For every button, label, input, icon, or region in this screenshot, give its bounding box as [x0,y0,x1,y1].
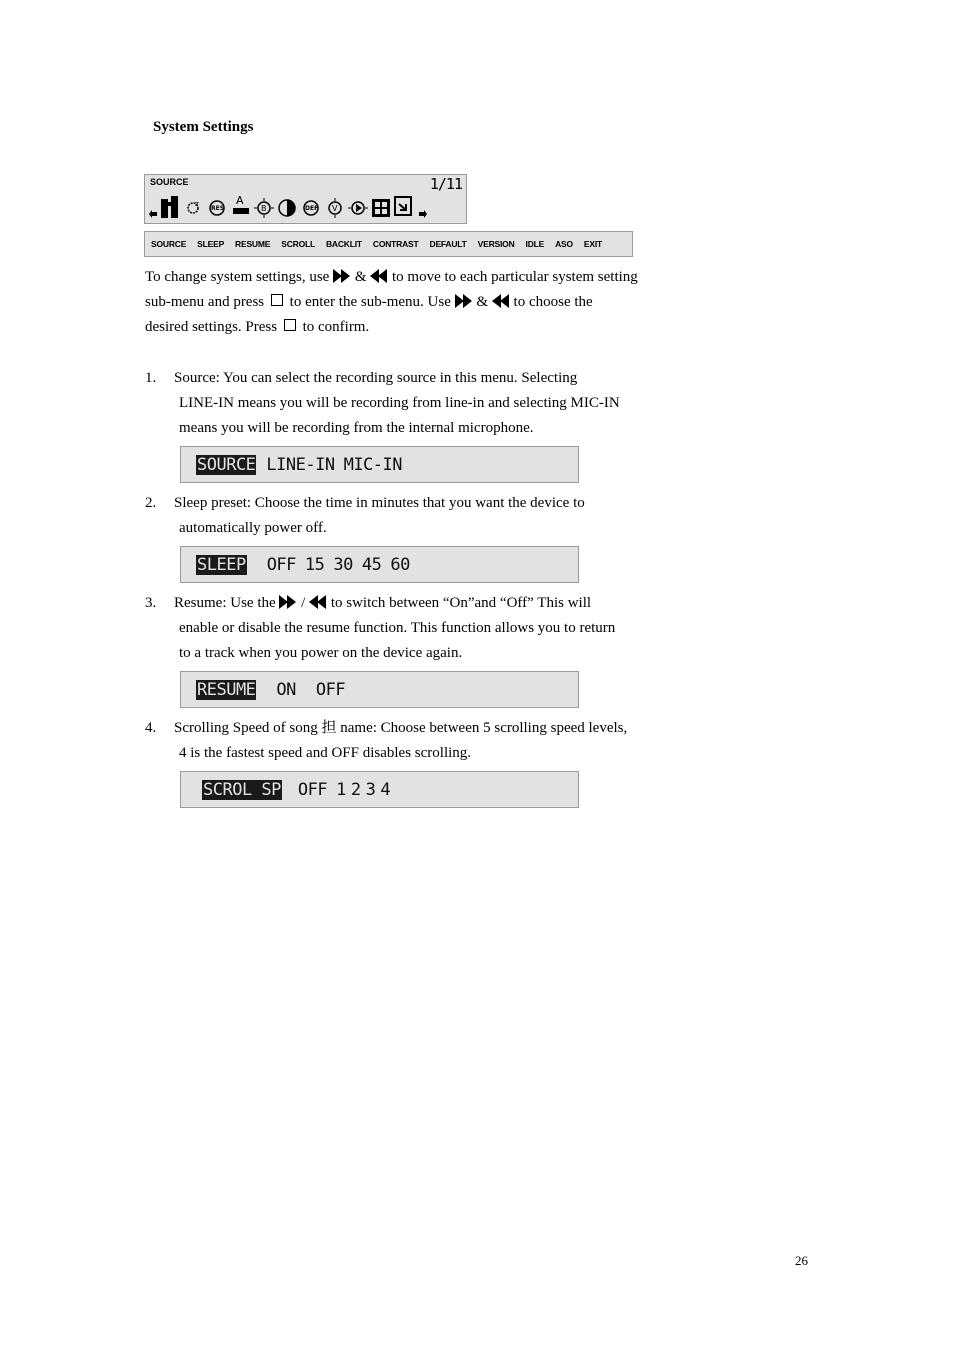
left-arrow-icon [149,210,157,218]
resume-icon [206,198,228,218]
aso-icon [371,198,391,218]
menu-items-strip [144,231,633,257]
square-button-icon [284,319,296,331]
lcd-option: MIC-IN [343,454,402,475]
list-item-sleep: 2. Sleep preset: Choose the time in minutes that you want the device to automatically power off. [145,495,585,536]
menu-item-scroll: SCROLL [281,239,315,249]
menu-item-default: DEFAULT [429,239,467,249]
lcd-option: 3 [365,779,376,800]
backlight-icon [254,198,274,218]
lcd-option: OFF [266,554,296,575]
svg-text:A: A [236,194,244,207]
lcd-sleep [180,546,579,583]
svg-text:DEF: DEF [305,205,319,212]
fast-forward-icon [279,595,297,609]
list-item-resume: 3. Resume: Use the / to switch between “On”and “Off” This will enable or disable the resume function. This function allows you to return to a track when you power on the device again. [145,595,616,661]
square-button-icon [271,294,283,306]
fast-forward-icon [455,294,473,308]
source-icon [160,196,180,218]
idle-icon [348,198,368,218]
menu-page-indicator: 1/11 [429,175,462,193]
svg-text:V: V [332,204,338,213]
menu-item-aso: ASO [555,239,573,249]
menu-item-version: VERSION [477,239,515,249]
menu-item-exit: EXIT [583,239,603,249]
rewind-icon [492,294,510,308]
sleep-icon [183,198,203,218]
svg-text:B: B [261,204,267,213]
lcd-option: 4 [380,779,391,800]
lcd-label: SCROL SP [203,779,281,800]
page-number: 26 [795,1253,808,1268]
lcd-label: SOURCE [197,454,256,475]
lcd-label: RESUME [197,679,256,700]
lcd-option: OFF [297,779,328,800]
lcd-label: SLEEP [197,554,246,575]
svg-text:z: z [195,200,199,208]
lcd-option: 60 [390,554,410,575]
lcd-option: OFF [315,679,346,700]
lcd-option: ON [276,679,296,700]
menu-item-resume: RESUME [235,239,271,249]
lcd-source [180,446,579,483]
lcd-option: LINE-IN [266,454,335,475]
menu-item-sleep: SLEEP [197,239,225,249]
rewind-icon [309,595,327,609]
lcd-option: 2 [350,779,361,800]
lcd-option: 15 [304,554,325,575]
lcd-resume [180,671,579,708]
menu-screen-top [144,174,467,224]
intro-paragraph: To change system settings, use & to move to each particular system setting sub-menu and press to enter the sub-menu. Use & to choose the desired settings. Press to confirm. [145,269,638,335]
menu-item-idle: IDLE [525,239,545,249]
lcd-scroll-speed [180,771,579,808]
version-icon [325,198,345,218]
menu-item-source: SOURCE [151,239,187,249]
menu-icon-row [149,194,427,218]
fast-forward-icon [333,269,351,283]
menu-current-label: SOURCE [150,177,189,187]
lcd-option: 45 [361,554,382,575]
scroll-icon [231,194,251,218]
lcd-option: 1 [336,779,346,800]
right-arrow-icon [419,210,427,218]
lcd-option: 30 [333,554,353,575]
page-title: System Settings [153,119,254,135]
default-icon [300,198,322,218]
list-item-source: 1. Source: You can select the recording source in this menu. Selecting LINE-IN means you will be recording from line-in and selecting MIC-IN means you will be recording from the internal microphone. [145,370,620,436]
exit-icon [394,196,416,218]
menu-item-backlit: BACKLIT [325,239,362,249]
menu-item-contrast: CONTRAST [372,239,419,249]
svg-text:RES: RES [211,205,225,212]
list-item-scroll-speed: 4. Scrolling Speed of song 担 name: Choose between 5 scrolling speed levels, 4 is the fastest speed and OFF disables scrolling. [145,720,628,761]
contrast-icon [277,198,297,218]
rewind-icon [370,269,388,283]
